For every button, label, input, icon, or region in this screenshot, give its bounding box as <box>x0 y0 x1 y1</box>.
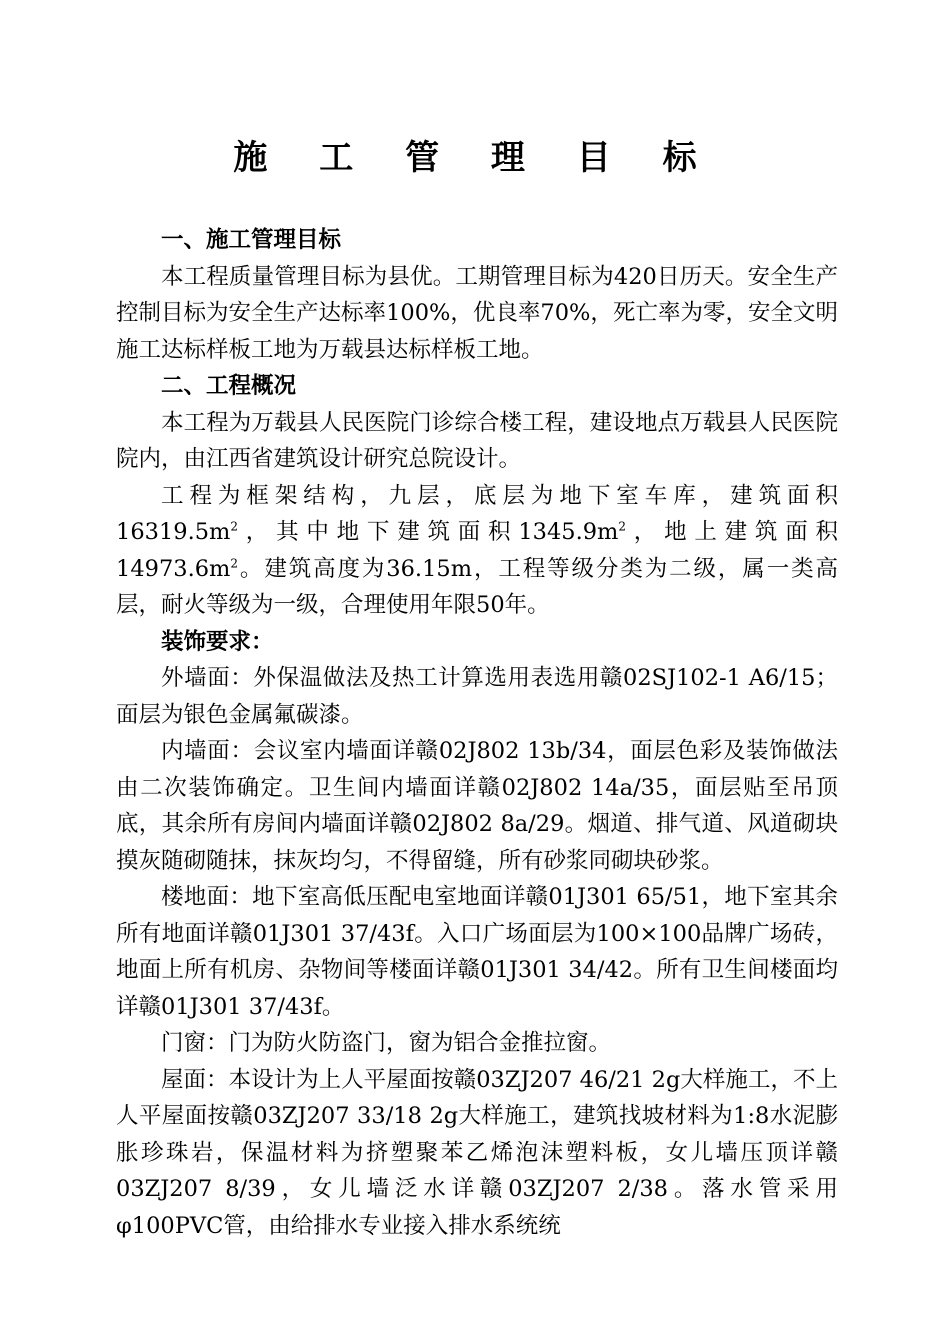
page-title: 施 工 管 理 目 标 <box>233 138 717 178</box>
section-heading-decoration: 装饰要求： <box>161 628 274 655</box>
superscript-2: 2 <box>618 519 627 534</box>
paragraph-exterior-wall: 外墙面：外保温做法及热工计算选用表选用赣02SJ102-1 A6/15；面层为银色金属氟碳漆。 <box>116 665 838 728</box>
paragraph-management-goals: 本工程质量管理目标为县优。工期管理目标为420日历天。安全生产控制目标为安全生产达标率100%，优良率70%，死亡率为零，安全文明施工达标样板工地为万载县达标样板工地。 <box>116 263 838 363</box>
superscript-2: 2 <box>230 519 239 534</box>
area-text-c: ，地上建筑面积14973.6m <box>116 519 838 582</box>
document-body <box>116 222 838 1244</box>
paragraph-structure-area <box>116 478 838 624</box>
paragraph-interior-wall: 内墙面：会议室内墙面详赣02J802 13b/34，面层色彩及装饰做法由二次装饰确定。卫生间内墙面详赣02J802 14a/35，面层贴至吊顶底，其余所有房间内墙面详赣02J802 8a/29。烟道、排气道、风道砌块摸灰随砌随抹，抹灰均匀，不得留缝，所有砂浆同砌块砂浆。 <box>116 738 838 874</box>
area-text-d: 。建筑高度为36.15m，工程等级分类为二级，属一类高层，耐火等级为一级，合理使用年限50年。 <box>116 555 838 618</box>
paragraph-doors-windows: 门窗：门为防火防盗门，窗为铝合金推拉窗。 <box>161 1030 612 1056</box>
paragraph-project-location: 本工程为万载县人民医院门诊综合楼工程，建设地点万载县人民医院院内，由江西省建筑设计研究总院设计。 <box>116 409 838 472</box>
superscript-2: 2 <box>230 556 239 570</box>
section-heading-project-overview: 二、工程概况 <box>161 373 297 399</box>
area-text-b: ，其中地下建筑面积1345.9m <box>238 519 619 545</box>
paragraph-floor: 楼地面：地下室高低压配电室地面详赣01J301 65/51，地下室其余所有地面详赣01J301 37/43f。入口广场面层为100×100品牌广场砖，地面上所有机房、杂物间等楼面详赣01J301 34/42。所有卫生间楼面均详赣01J301 37/43f。 <box>116 884 838 1020</box>
paragraph-roof: 屋面：本设计为上人平屋面按赣03ZJ207 46/21 2g大样施工，不上人平屋面按赣03ZJ207 33/18 2g大样施工，建筑找坡材料为1:8水泥膨胀珍珠岩，保温材料为挤塑聚苯乙烯泡沫塑料板，女儿墙压顶详赣03ZJ207 8/39，女儿墙泛水详赣03ZJ207 2/38。落水管采用φ100PVC管，由给排水专业接入排水系统统 <box>116 1066 838 1239</box>
section-heading-management-goals: 一、施工管理目标 <box>161 227 342 253</box>
area-text-a: 工程为框架结构，九层，底层为地下室车库，建筑面积16319.5m <box>116 482 838 545</box>
